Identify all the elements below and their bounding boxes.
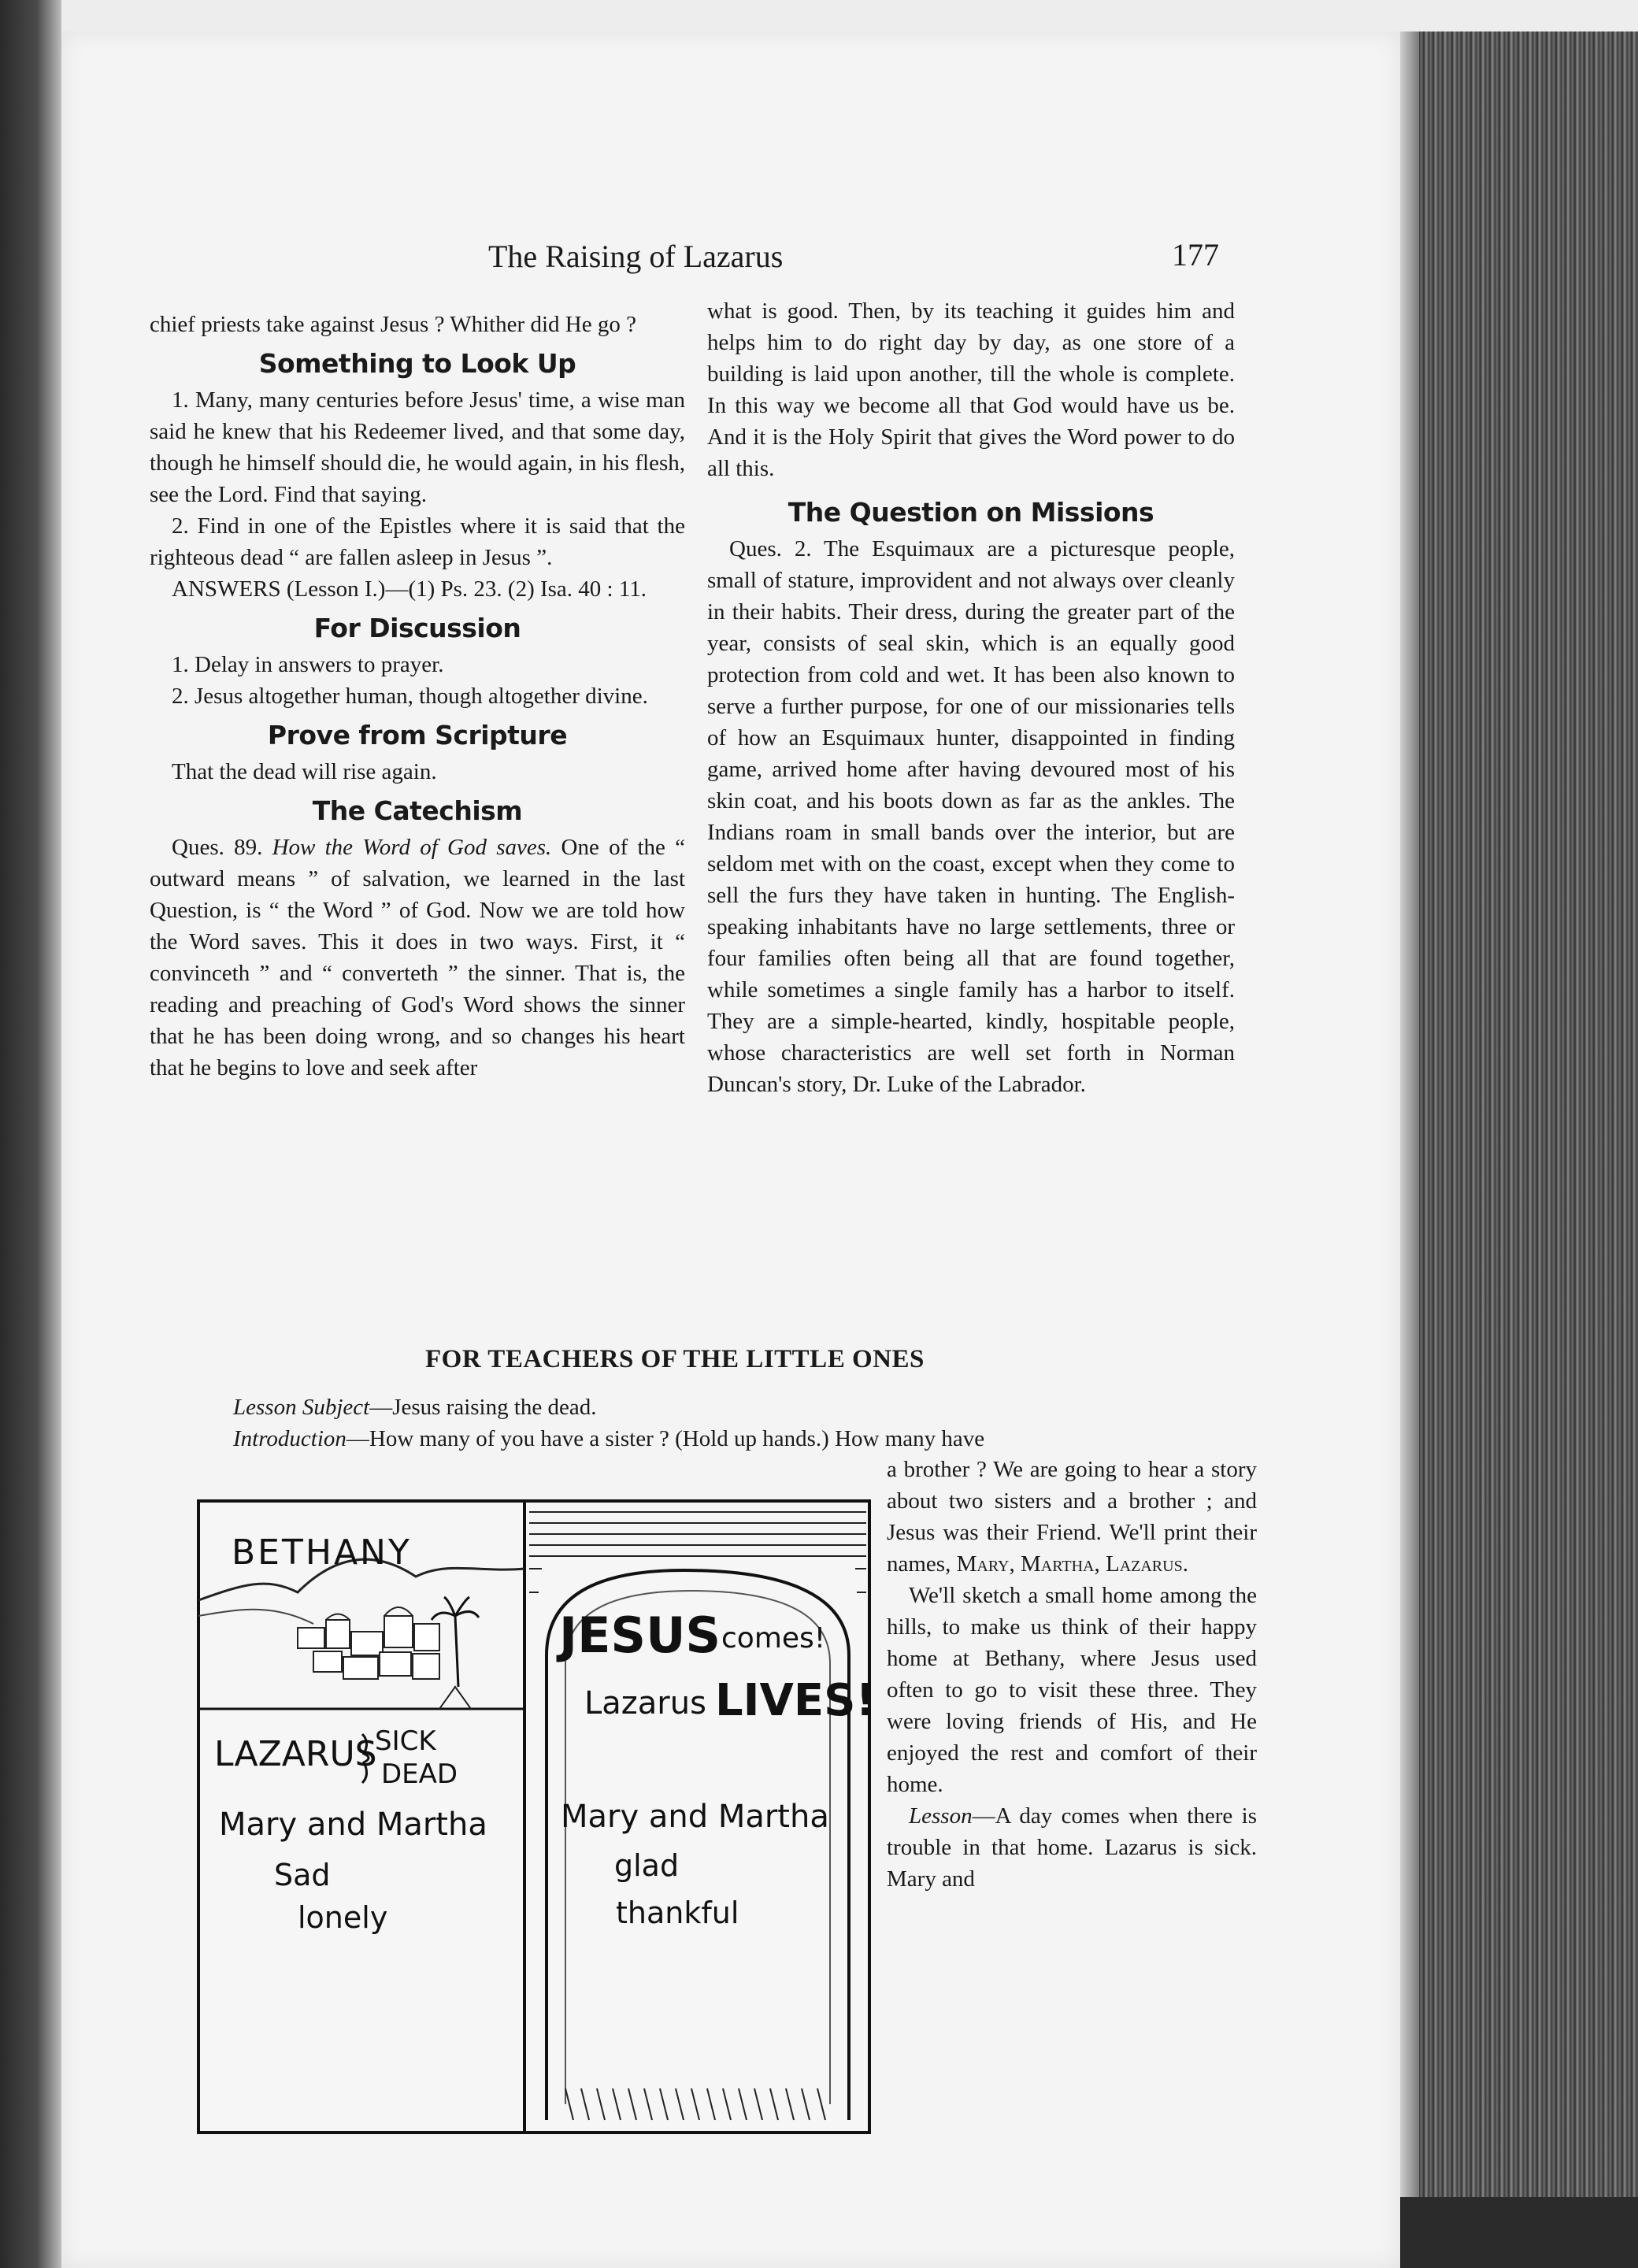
introduction-line bbox=[233, 1423, 984, 1455]
catechism-body: One of the “ outward means ” of salvation, we learned in the last Question, is “ the Word ” of God. Now we are told how the Word saves. This it does in two ways. First, it “ convinceth ” and “ converteth ” the sinner. That is, the reading and preaching of God's Word shows the sinner that he has been doing wrong, and so changes his heart that he begins to love and seek after bbox=[150, 835, 686, 1080]
missions-heading: The Question on Missions bbox=[788, 497, 1154, 528]
introduction-label: Introduction bbox=[233, 1426, 346, 1451]
thankful-label: thankful bbox=[616, 1896, 739, 1930]
prove-heading: Prove from Scripture bbox=[267, 720, 568, 750]
prove-text: That the dead will rise again. bbox=[172, 759, 437, 784]
teachers-paragraph-1-text: a brother ? We are going to hear a story about two sisters and a brother ; and Jesus was their Friend. We'll print their names, bbox=[887, 1457, 1257, 1577]
look-up-item-1: 1. Many, many centuries before Jesus' time, a wise man said he knew that his Redeemer lived, and that some day, though he himself should die, he would again, in his flesh, see the Lord. Find that saying. bbox=[150, 387, 685, 507]
lesson-text: —A day comes when there is trouble in that home. Lazarus is sick. Mary and bbox=[887, 1803, 1257, 1892]
lesson-subject-line bbox=[233, 1392, 597, 1423]
photo-background-top bbox=[0, 0, 1638, 32]
lazarus-right-label: Lazarus bbox=[584, 1685, 706, 1721]
teachers-paragraph-2: We'll sketch a small home among the hills, to make us think of their happy home at Bethany, where Jesus used often to go to visit these three. They were loving friends of His, and He enjoyed the rest and comfort of their home. bbox=[887, 1583, 1257, 1797]
discussion-item-1: 1. Delay in answers to prayer. bbox=[172, 652, 444, 677]
teachers-heading: FOR TEACHERS OF THE LITTLE ONES bbox=[425, 1345, 925, 1373]
lesson-subject-text: —Jesus raising the dead. bbox=[369, 1395, 597, 1420]
glad-label: glad bbox=[614, 1848, 680, 1883]
catechism-question bbox=[150, 832, 685, 1084]
dead-label: DEAD bbox=[381, 1758, 458, 1790]
lesson-subject-label: Lesson Subject bbox=[233, 1395, 370, 1420]
photo-background-left bbox=[0, 0, 61, 2268]
intro-text: chief priests take against Jesus ? Whither did He go ? bbox=[150, 312, 636, 337]
sick-label: SICK bbox=[375, 1725, 436, 1757]
teachers-right-column bbox=[887, 1454, 1257, 1895]
lazarus-label: LAZARUS bbox=[214, 1734, 377, 1774]
page-number: 177 bbox=[1172, 237, 1219, 272]
discussion-heading: For Discussion bbox=[313, 613, 521, 643]
answers-text: ANSWERS (Lesson I.)—(1) Ps. 23. (2) Isa. 40 : 11. bbox=[172, 576, 647, 602]
illustration-svg bbox=[195, 1498, 873, 2136]
sisters-glad-label: Mary and Martha bbox=[561, 1799, 829, 1835]
catechism-question-label: Ques. 89. bbox=[172, 835, 263, 860]
sisters-sad-label: Mary and Martha bbox=[219, 1807, 487, 1843]
right-column bbox=[707, 295, 1235, 1100]
catechism-question-title: How the Word of God saves. bbox=[272, 835, 552, 860]
introduction-text: —How many of you have a sister ? (Hold up hands.) How many have bbox=[346, 1426, 985, 1451]
running-title: The Raising of Lazarus bbox=[488, 239, 784, 274]
book-page-edges bbox=[1400, 32, 1638, 2268]
bethany-label: BETHANY bbox=[232, 1532, 412, 1573]
missions-body: Ques. 2. The Esquimaux are a picturesque people, small of stature, improvident and not always over cleanly in their habits. Their dress, during the greater part of the year, consists of seal skin, which is an equally good protection from cold and wet. It has been also known to serve a further purpose, for one of our missionaries tells of how an Esquimaux hunter, disappointed in finding game, arrived home after having devoured most of his skin coat, and his boots down as far as the ankles. The Indians roam in small bands over the interior, but are seldom met with on the coast, except when they come to sell the furs they have taken in hunting. The English-speaking inhabitants have no large settlements, three or four families often being all that are found together, while sometimes a single family has a harbor to itself. They are a simple-hearted, kindly, hospitable people, whose characteristics are well set forth in Norman Duncan's story, Dr. Luke of the Labrador. bbox=[707, 536, 1235, 1097]
discussion-item-2: 2. Jesus altogether human, though altogether divine. bbox=[172, 684, 648, 709]
continuation-text: what is good. Then, by its teaching it guides him and helps him to do right day by day, as one store of a building is laid upon another, till the whole is complete. In this way we become all that God would have us be. And it is the Holy Spirit that gives the Word power to do all this. bbox=[707, 298, 1235, 481]
look-up-item-2: 2. Find in one of the Epistles where it is said that the righteous dead “ are fallen asleep in Jesus ”. bbox=[150, 513, 685, 570]
lazarus-illustration bbox=[195, 1498, 873, 2136]
book-page-edge-shadow bbox=[1400, 32, 1419, 2268]
jesus-label: JESUS bbox=[559, 1606, 721, 1664]
lives-label: LIVES! bbox=[715, 1675, 873, 1726]
catechism-heading: The Catechism bbox=[312, 795, 523, 826]
lesson-label: Lesson bbox=[909, 1803, 973, 1829]
comes-label: comes! bbox=[721, 1622, 826, 1655]
lonely-label: lonely bbox=[298, 1900, 388, 1935]
teachers-paragraph-1 bbox=[887, 1454, 1257, 1580]
look-up-heading: Something to Look Up bbox=[258, 348, 576, 379]
left-column bbox=[150, 309, 685, 1084]
lesson-paragraph bbox=[887, 1800, 1257, 1895]
names-small-caps: Mary, Martha, Lazarus. bbox=[956, 1551, 1188, 1577]
book-bottom-shadow bbox=[1400, 2197, 1638, 2268]
sad-label: Sad bbox=[274, 1858, 331, 1892]
